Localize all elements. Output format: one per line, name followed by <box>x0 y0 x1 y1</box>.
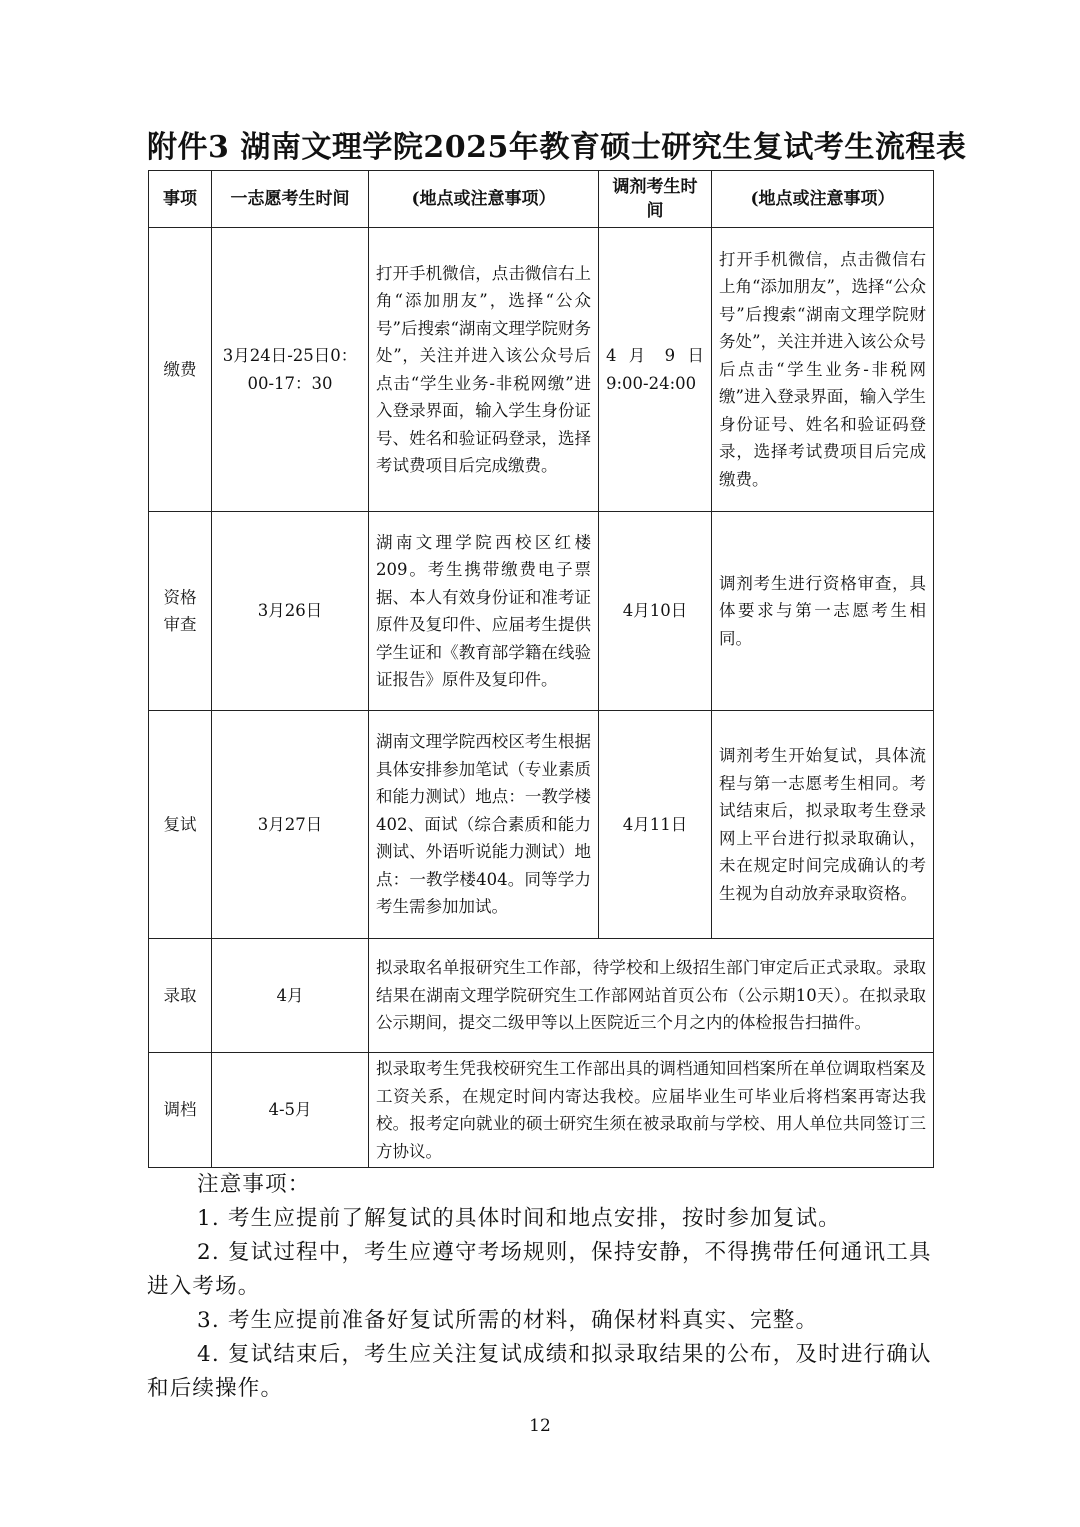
header-adjust-note: (地点或注意事项） <box>712 171 934 228</box>
row-item: 复试 <box>149 711 212 939</box>
row-first-note: 打开手机微信，点击微信右上角“添加朋友”，选择“公众号”后搜索“湖南文理学院财务处”，关注并进入该公众号后点击“学生业务-非税网缴”进入登录界面，输入学生身份证号、姓名和验证码登录，选择考试费项目后完成缴费。 <box>369 228 599 512</box>
table-row <box>149 1053 934 1168</box>
row-adjust-note: 调剂考生进行资格审查，具体要求与第一志愿考生相同。 <box>712 512 934 711</box>
process-table <box>148 170 934 1168</box>
row-item: 调档 <box>149 1053 212 1168</box>
table-row <box>149 228 934 512</box>
table-row <box>149 512 934 711</box>
row-merged-note: 拟录取名单报研究生工作部，待学校和上级招生部门审定后正式录取。录取结果在湖南文理学院研究生工作部网站首页公布（公示期10天）。在拟录取公示期间，提交二级甲等以上医院近三个月之内的体检报告扫描件。 <box>369 939 934 1053</box>
row-item: 资格审查 <box>149 512 212 711</box>
note-item: 1. 考生应提前了解复试的具体时间和地点安排，按时参加复试。 <box>197 1206 841 1231</box>
note-item: 2. 复试过程中，考生应遵守考场规则，保持安静，不得携带任何通讯工具进入考场。 <box>147 1240 932 1299</box>
row-adjust-time: 4月11日 <box>599 711 712 939</box>
notes-section <box>147 1168 937 1406</box>
table-row <box>149 939 934 1053</box>
row-adjust-note: 调剂考生开始复试，具体流程与第一志愿考生相同。考试结束后，拟录取考生登录网上平台进行拟录取确认，未在规定时间完成确认的考生视为自动放弃录取资格。 <box>712 711 934 939</box>
row-item: 缴费 <box>149 228 212 512</box>
header-first-choice-note: (地点或注意事项） <box>369 171 599 228</box>
table-header-row <box>149 171 934 228</box>
row-first-note: 湖南文理学院西校区考生根据具体安排参加笔试（专业素质和能力测试）地点：一教学楼402、面试（综合素质和能力测试、外语听说能力测试）地点：一教学楼404。同等学力考生需参加加试。 <box>369 711 599 939</box>
row-adjust-note: 打开手机微信，点击微信右上角“添加朋友”，选择“公众号”后搜索“湖南文理学院财务处”，关注并进入该公众号后点击“学生业务-非税网缴”进入登录界面，输入学生身份证号、姓名和验证码登录，选择考试费项目后完成缴费。 <box>712 228 934 512</box>
row-first-time: 4月 <box>212 939 369 1053</box>
header-adjust-time: 调剂考生时间 <box>599 171 712 228</box>
row-adjust-time: 4月10日 <box>599 512 712 711</box>
row-adjust-time: 4 月 9 日9:00-24:00 <box>599 228 712 512</box>
header-first-choice-time: 一志愿考生时间 <box>212 171 369 228</box>
document-title: 附件3 湖南文理学院2025年教育硕士研究生复试考生流程表 <box>147 130 967 165</box>
row-first-note: 湖南文理学院西校区红楼209。考生携带缴费电子票据、本人有效身份证和准考证原件及复印件、应届考生提供学生证和《教育部学籍在线验证报告》原件及复印件。 <box>369 512 599 711</box>
row-item: 录取 <box>149 939 212 1053</box>
note-item: 3. 考生应提前准备好复试所需的材料，确保材料真实、完整。 <box>197 1308 819 1333</box>
row-merged-note: 拟录取考生凭我校研究生工作部出具的调档通知回档案所在单位调取档案及工资关系，在规定时间内寄达我校。应届毕业生可毕业后将档案再寄达我校。报考定向就业的硕士研究生须在被录取前与学校、用人单位共同签订三方协议。 <box>369 1053 934 1168</box>
table-row <box>149 711 934 939</box>
header-item: 事项 <box>149 171 212 228</box>
notes-heading: 注意事项： <box>197 1172 311 1197</box>
row-first-time: 3月26日 <box>212 512 369 711</box>
row-first-time: 3月27日 <box>212 711 369 939</box>
note-item: 4. 复试结束后，考生应关注复试成绩和拟录取结果的公布，及时进行确认和后续操作。 <box>147 1342 932 1401</box>
row-first-time: 4-5月 <box>212 1053 369 1168</box>
row-first-time: 3月24日-25日0：00-17：30 <box>212 228 369 512</box>
page-number: 12 <box>529 1416 551 1436</box>
